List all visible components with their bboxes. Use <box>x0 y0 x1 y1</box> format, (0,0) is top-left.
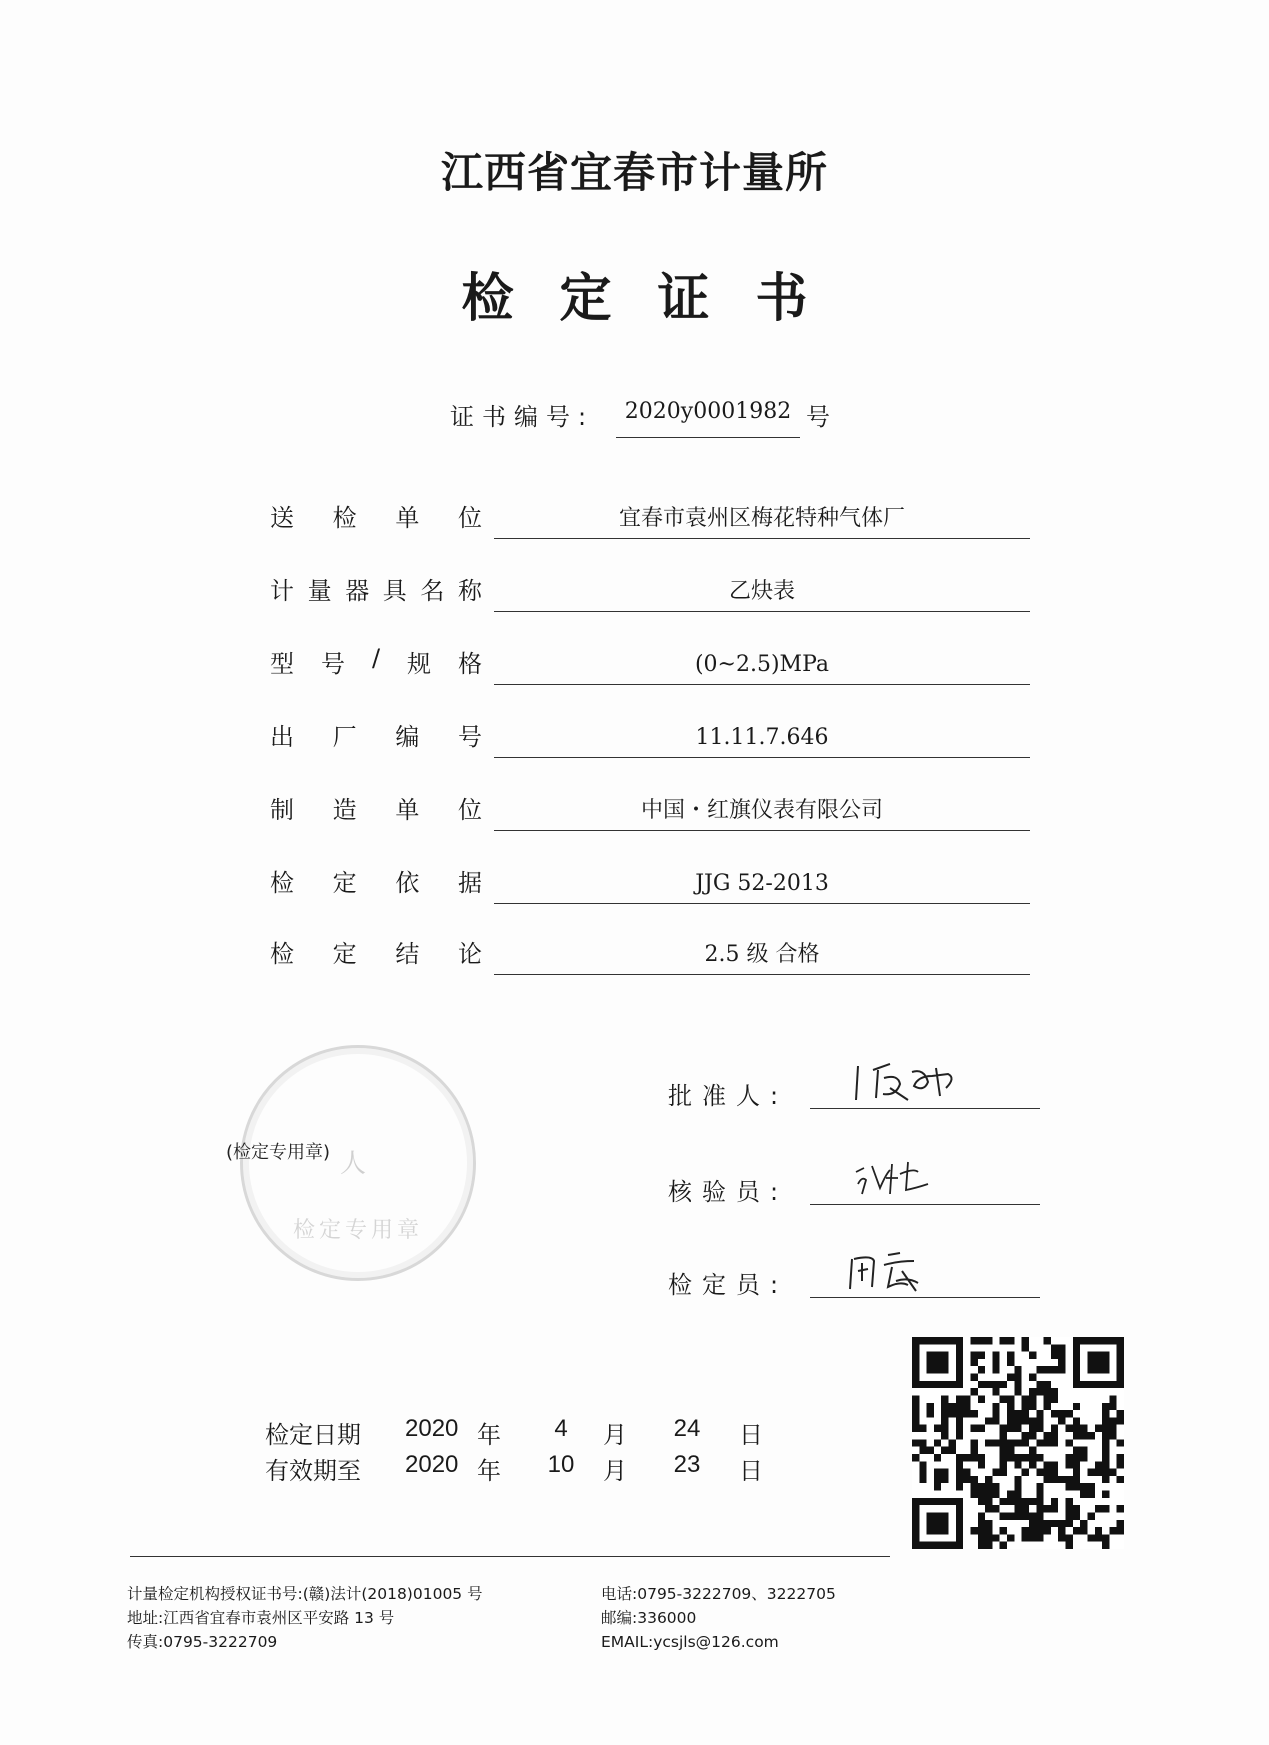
field-label: 检 定 结 论 <box>270 940 482 968</box>
day-unit: 日 <box>739 1457 763 1485</box>
valid-year: 2020 <box>405 1451 459 1478</box>
approver-signature-icon <box>828 1048 988 1108</box>
inspection-day: 24 <box>673 1415 701 1442</box>
field-verification-conclusion <box>270 926 1032 986</box>
dates-block <box>265 1415 785 1487</box>
certificate-number-label: 证书编号: <box>450 403 595 431</box>
inspection-month: 4 <box>554 1415 568 1442</box>
field-value: 11.11.7.646 <box>494 713 1030 758</box>
fax: 传真:0795-3222709 <box>127 1633 278 1651</box>
approver-label: 批准人: <box>668 1082 789 1110</box>
valid-until-label: 有效期至 <box>265 1457 361 1485</box>
postcode: 邮编:336000 <box>601 1609 697 1627</box>
field-label: 型 号 / 规 格 <box>270 644 482 678</box>
month-unit: 月 <box>603 1421 627 1449</box>
field-instrument-name <box>270 563 1032 623</box>
inspection-date-row <box>265 1415 785 1451</box>
verifier-signature-icon <box>828 1144 988 1204</box>
field-model-spec <box>270 636 1032 696</box>
year-unit: 年 <box>477 1421 501 1449</box>
field-verification-basis <box>270 855 1032 915</box>
address: 地址:江西省宜春市袁州区平安路 13 号 <box>127 1609 395 1627</box>
certificate-number-value: 2020y0001982 <box>616 399 800 438</box>
valid-day: 23 <box>673 1451 701 1478</box>
field-submitting-unit <box>270 490 1032 550</box>
approver-signature-line <box>810 1108 1040 1109</box>
field-serial-number <box>270 709 1032 769</box>
field-label: 出 厂 编 号 <box>270 723 482 751</box>
document-title: 检定证书 <box>461 269 854 329</box>
year-unit: 年 <box>477 1457 501 1485</box>
field-label: 检 定 依 据 <box>270 869 482 897</box>
inspection-date-label: 检定日期 <box>265 1421 361 1449</box>
footer-left <box>127 1582 597 1654</box>
valid-until-row <box>265 1451 785 1487</box>
footer-right <box>601 1582 901 1654</box>
field-label: 制 造 单 位 <box>270 796 482 824</box>
field-value: 乙炔表 <box>494 567 1030 612</box>
approver-signature-row <box>668 1058 1048 1118</box>
inspector-signature-icon <box>828 1237 988 1307</box>
field-value: 中国・红旗仪表有限公司 <box>494 786 1030 831</box>
verifier-label: 核验员: <box>668 1178 789 1206</box>
verifier-signature-line <box>810 1204 1040 1205</box>
field-manufacturer <box>270 782 1032 842</box>
field-value: (0~2.5)MPa <box>494 640 1030 685</box>
field-value: 2.5 级 合格 <box>494 930 1030 975</box>
email: EMAIL:ycsjls@126.com <box>601 1633 779 1651</box>
auth-certificate-number: 计量检定机构授权证书号:(赣)法计(2018)01005 号 <box>127 1585 483 1603</box>
seal-center-mark: 人 <box>340 1149 367 1179</box>
inspection-year: 2020 <box>405 1415 459 1442</box>
organization-name: 江西省宜春市计量所 <box>440 148 828 197</box>
phone: 电话:0795-3222709、3222705 <box>601 1585 836 1603</box>
field-value: JJG 52-2013 <box>494 859 1030 904</box>
qr-code-icon <box>912 1337 1124 1549</box>
verifier-signature-row <box>668 1154 1048 1214</box>
certificate-number-suffix: 号 <box>806 403 830 431</box>
field-label: 计 量 器 具 名 称 <box>270 577 482 605</box>
field-label: 送 检 单 位 <box>270 504 482 532</box>
valid-month: 10 <box>547 1451 575 1478</box>
field-value: 宜春市袁州区梅花特种气体厂 <box>494 494 1030 539</box>
inspector-label: 检定员: <box>668 1271 789 1299</box>
seal-caption: (检定专用章) <box>226 1142 331 1163</box>
seal-bottom-text: 检定专用章 <box>292 1218 423 1243</box>
inspector-signature-row <box>668 1247 1048 1307</box>
footer-divider <box>130 1556 890 1557</box>
day-unit: 日 <box>739 1421 763 1449</box>
month-unit: 月 <box>603 1457 627 1485</box>
